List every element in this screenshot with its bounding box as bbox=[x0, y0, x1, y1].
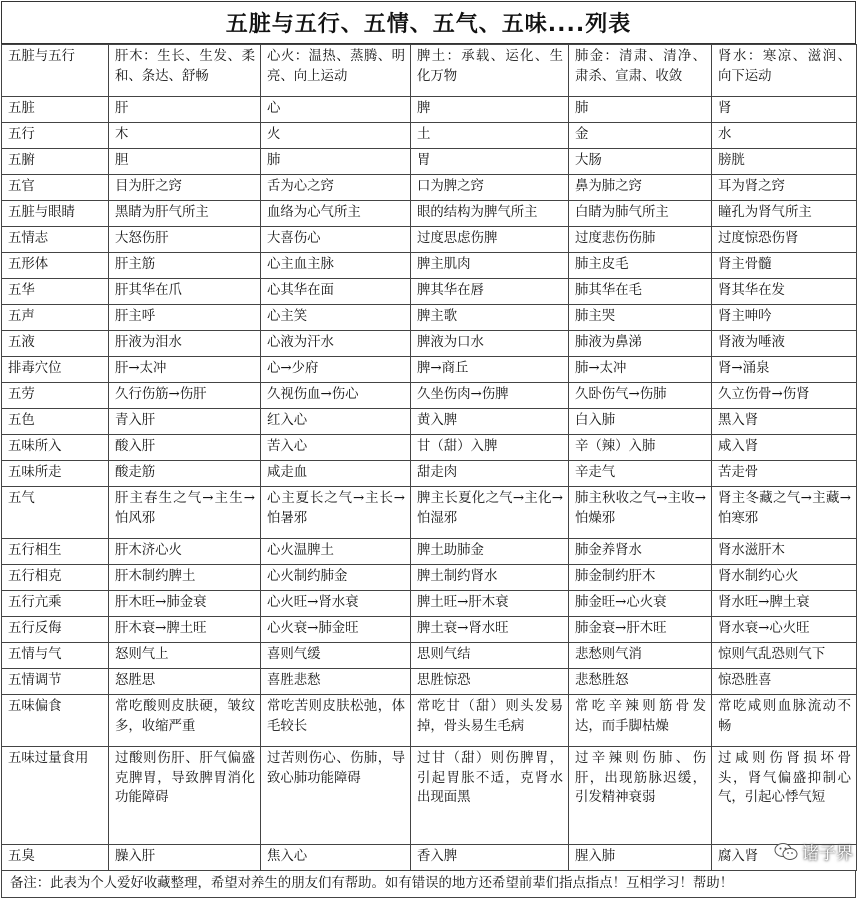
table-cell: 脾土助肺金 bbox=[411, 539, 569, 565]
table-row bbox=[2, 383, 857, 409]
table-cell: 目为肝之窍 bbox=[109, 175, 261, 201]
table-cell: 久坐伤肉→伤脾 bbox=[411, 383, 569, 409]
table-row bbox=[2, 435, 857, 461]
table-cell: 肾水滋肝木 bbox=[712, 539, 857, 565]
table-cell: 脾土旺→肝木衰 bbox=[411, 591, 569, 617]
row-header-cell: 五味所走 bbox=[2, 461, 109, 487]
wechat-icon bbox=[774, 842, 798, 862]
table-cell: 瞳孔为肾气所主 bbox=[712, 201, 857, 227]
table-row bbox=[2, 227, 857, 253]
table-cell: 腥入肺 bbox=[569, 845, 712, 871]
row-header-cell: 五味偏食 bbox=[2, 695, 109, 747]
row-header-cell: 五形体 bbox=[2, 253, 109, 279]
watermark bbox=[774, 839, 853, 864]
table-cell: 心液为汗水 bbox=[261, 331, 411, 357]
row-header-cell: 五华 bbox=[2, 279, 109, 305]
row-header-cell: 五腑 bbox=[2, 149, 109, 175]
table-cell: 舌为心之窍 bbox=[261, 175, 411, 201]
table-cell: 辛走气 bbox=[569, 461, 712, 487]
table-title: 五脏与五行、五情、五气、五味....列表 bbox=[1, 1, 856, 44]
table-cell: 脾→商丘 bbox=[411, 357, 569, 383]
row-header-cell: 五情调节 bbox=[2, 669, 109, 695]
table-cell: 肺金养肾水 bbox=[569, 539, 712, 565]
table-row bbox=[2, 305, 857, 331]
table-cell: 胆 bbox=[109, 149, 261, 175]
table-cell: 肾→涌泉 bbox=[712, 357, 857, 383]
table-cell: 眼的结构为脾气所主 bbox=[411, 201, 569, 227]
table-cell: 黄入脾 bbox=[411, 409, 569, 435]
table-cell: 心火制约肺金 bbox=[261, 565, 411, 591]
table-cell: 大肠 bbox=[569, 149, 712, 175]
table-cell: 耳为肾之窍 bbox=[712, 175, 857, 201]
table-row bbox=[2, 747, 857, 845]
row-header-cell: 五味所入 bbox=[2, 435, 109, 461]
table-cell: 红入心 bbox=[261, 409, 411, 435]
table-cell: 血络为心气所主 bbox=[261, 201, 411, 227]
table-cell: 白入肺 bbox=[569, 409, 712, 435]
table-cell: 心火：温热、蒸腾、明亮、向上运动 bbox=[261, 45, 411, 97]
row-header-cell: 五色 bbox=[2, 409, 109, 435]
table-cell: 悲愁胜怒 bbox=[569, 669, 712, 695]
table-row bbox=[2, 617, 857, 643]
row-header-cell: 五行亢乘 bbox=[2, 591, 109, 617]
table-cell: 肺 bbox=[261, 149, 411, 175]
table-row bbox=[2, 279, 857, 305]
table-cell: 常吃辛辣则筋骨发达，而手脚枯燥 bbox=[569, 695, 712, 747]
table-row bbox=[2, 695, 857, 747]
table-cell: 过度思虑伤脾 bbox=[411, 227, 569, 253]
table-cell: 肺其华在毛 bbox=[569, 279, 712, 305]
table-cell: 惊则气乱恐则气下 bbox=[712, 643, 857, 669]
table-cell: 心火衰→肺金旺 bbox=[261, 617, 411, 643]
table-cell: 脾主肌肉 bbox=[411, 253, 569, 279]
table-row bbox=[2, 201, 857, 227]
table-cell: 酸走筋 bbox=[109, 461, 261, 487]
table-cell: 心主血主脉 bbox=[261, 253, 411, 279]
table-cell: 咸入肾 bbox=[712, 435, 857, 461]
table-cell: 思则气结 bbox=[411, 643, 569, 669]
table-cell: 久卧伤气→伤肺 bbox=[569, 383, 712, 409]
table-cell: 大喜伤心 bbox=[261, 227, 411, 253]
table-cell: 苦入心 bbox=[261, 435, 411, 461]
table-row bbox=[2, 669, 857, 695]
row-header-cell: 五气 bbox=[2, 487, 109, 539]
table-cell: 焦入心 bbox=[261, 845, 411, 871]
table-cell: 肝木旺→肺金衰 bbox=[109, 591, 261, 617]
table-row bbox=[2, 97, 857, 123]
table-cell: 过甘（甜）则伤脾胃，引起胃胀不适，克肾水出现面黑 bbox=[411, 747, 569, 845]
table-cell: 常吃甘（甜）则头发易掉，骨头易生毛病 bbox=[411, 695, 569, 747]
table-row bbox=[2, 487, 857, 539]
table-cell: 肝其华在爪 bbox=[109, 279, 261, 305]
table-cell: 肝→太冲 bbox=[109, 357, 261, 383]
table-cell: 肾主呻吟 bbox=[712, 305, 857, 331]
row-header-cell: 五声 bbox=[2, 305, 109, 331]
table-row bbox=[2, 45, 857, 97]
table-cell: 脾主歌 bbox=[411, 305, 569, 331]
table-row bbox=[2, 591, 857, 617]
table-cell: 水 bbox=[712, 123, 857, 149]
footer-note: 备注：此表为个人爱好收藏整理，希望对养生的朋友们有帮助。如有错误的地方还希望前辈们指点指点！互相学习！帮助！ bbox=[1, 871, 856, 898]
table-cell: 心其华在面 bbox=[261, 279, 411, 305]
table-row bbox=[2, 409, 857, 435]
row-header-cell: 五脏 bbox=[2, 97, 109, 123]
table-cell: 肺金制约肝木 bbox=[569, 565, 712, 591]
document-sheet bbox=[1, 1, 856, 898]
table-cell: 脾土衰→肾水旺 bbox=[411, 617, 569, 643]
table-cell: 大怒伤肝 bbox=[109, 227, 261, 253]
table-cell: 胃 bbox=[411, 149, 569, 175]
table-cell: 脾其华在唇 bbox=[411, 279, 569, 305]
table-cell: 黑入肾 bbox=[712, 409, 857, 435]
table-cell: 肾水旺→脾土衰 bbox=[712, 591, 857, 617]
row-header-cell: 五脏与眼睛 bbox=[2, 201, 109, 227]
table-cell: 甜走肉 bbox=[411, 461, 569, 487]
table-cell: 火 bbox=[261, 123, 411, 149]
table-cell: 肺主哭 bbox=[569, 305, 712, 331]
table-cell: 心 bbox=[261, 97, 411, 123]
table-cell: 臊入肝 bbox=[109, 845, 261, 871]
table-cell: 腐入肾 bbox=[712, 845, 857, 871]
table-cell: 肾 bbox=[712, 97, 857, 123]
table-cell: 肾水：寒凉、滋润、向下运动 bbox=[712, 45, 857, 97]
row-header-cell: 五情与气 bbox=[2, 643, 109, 669]
table-cell: 肺主秋收之气→主收→怕燥邪 bbox=[569, 487, 712, 539]
table-cell: 过苦则伤心、伤肺，导致心肺功能障碍 bbox=[261, 747, 411, 845]
table-cell: 肝木：生长、生发、柔和、条达、舒畅 bbox=[109, 45, 261, 97]
table-cell: 肺 bbox=[569, 97, 712, 123]
table-cell: 肝木制约脾土 bbox=[109, 565, 261, 591]
five-organs-table bbox=[1, 44, 857, 871]
table-cell: 肺液为鼻涕 bbox=[569, 331, 712, 357]
table-row bbox=[2, 845, 857, 871]
table-cell: 肺金：清肃、清净、肃杀、宣肃、收敛 bbox=[569, 45, 712, 97]
table-cell: 肾主冬藏之气→主藏→怕寒邪 bbox=[712, 487, 857, 539]
table-cell: 金 bbox=[569, 123, 712, 149]
table-cell: 常吃酸则皮肤硬，皱纹多，收缩严重 bbox=[109, 695, 261, 747]
table-cell: 思胜惊恐 bbox=[411, 669, 569, 695]
table-row bbox=[2, 539, 857, 565]
row-header-cell: 五臭 bbox=[2, 845, 109, 871]
table-cell: 脾土制约肾水 bbox=[411, 565, 569, 591]
table-cell: 脾 bbox=[411, 97, 569, 123]
table-cell: 肝主呼 bbox=[109, 305, 261, 331]
table-cell: 甘（甜）入脾 bbox=[411, 435, 569, 461]
table-cell: 口为脾之窍 bbox=[411, 175, 569, 201]
table-cell: 土 bbox=[411, 123, 569, 149]
table-cell: 脾主长夏化之气→主化→怕湿邪 bbox=[411, 487, 569, 539]
table-cell: 怒胜思 bbox=[109, 669, 261, 695]
table-cell: 心→少府 bbox=[261, 357, 411, 383]
table-cell: 脾土：承载、运化、生化万物 bbox=[411, 45, 569, 97]
table-row bbox=[2, 565, 857, 591]
table-cell: 肝主筋 bbox=[109, 253, 261, 279]
table-cell: 久视伤血→伤心 bbox=[261, 383, 411, 409]
table-cell: 膀胱 bbox=[712, 149, 857, 175]
table-cell: 肝 bbox=[109, 97, 261, 123]
table-cell: 心火温脾土 bbox=[261, 539, 411, 565]
table-row bbox=[2, 357, 857, 383]
table-cell: 鼻为肺之窍 bbox=[569, 175, 712, 201]
table-body bbox=[2, 45, 857, 871]
table-row bbox=[2, 123, 857, 149]
table-cell: 肝木衰→脾土旺 bbox=[109, 617, 261, 643]
row-header-cell: 五劳 bbox=[2, 383, 109, 409]
table-cell: 过辛辣则伤肺、伤肝，出现筋脉迟缓，引发精神衰弱 bbox=[569, 747, 712, 845]
table-cell: 辛（辣）入肺 bbox=[569, 435, 712, 461]
table-row bbox=[2, 643, 857, 669]
table-cell: 酸入肝 bbox=[109, 435, 261, 461]
row-header-cell: 五官 bbox=[2, 175, 109, 201]
table-cell: 心主笑 bbox=[261, 305, 411, 331]
table-cell: 心主夏长之气→主长→怕暑邪 bbox=[261, 487, 411, 539]
table-cell: 肝液为泪水 bbox=[109, 331, 261, 357]
table-cell: 悲愁则气消 bbox=[569, 643, 712, 669]
table-cell: 久行伤筋→伤肝 bbox=[109, 383, 261, 409]
table-cell: 黑睛为肝气所主 bbox=[109, 201, 261, 227]
row-header-cell: 五行相生 bbox=[2, 539, 109, 565]
table-cell: 过咸则伤肾损坏骨头，肾气偏盛抑制心气，引起心悸气短 bbox=[712, 747, 857, 845]
table-cell: 过酸则伤肝、肝气偏盛克脾胃，导致脾胃消化功能障碍 bbox=[109, 747, 261, 845]
row-header-cell: 五情志 bbox=[2, 227, 109, 253]
table-row bbox=[2, 149, 857, 175]
table-cell: 肾水制约心火 bbox=[712, 565, 857, 591]
table-cell: 青入肝 bbox=[109, 409, 261, 435]
table-cell: 常吃苦则皮肤松弛，体毛较长 bbox=[261, 695, 411, 747]
table-cell: 脾液为口水 bbox=[411, 331, 569, 357]
table-cell: 肝木济心火 bbox=[109, 539, 261, 565]
table-cell: 肾水衰→心火旺 bbox=[712, 617, 857, 643]
table-row bbox=[2, 253, 857, 279]
row-header-cell: 排毒穴位 bbox=[2, 357, 109, 383]
table-cell: 肺金旺→心火衰 bbox=[569, 591, 712, 617]
table-row bbox=[2, 331, 857, 357]
table-cell: 过度悲伤伤肺 bbox=[569, 227, 712, 253]
table-cell: 心火旺→肾水衰 bbox=[261, 591, 411, 617]
table-cell: 怒则气上 bbox=[109, 643, 261, 669]
table-cell: 白睛为肺气所主 bbox=[569, 201, 712, 227]
table-cell: 久立伤骨→伤肾 bbox=[712, 383, 857, 409]
table-cell: 肺→太冲 bbox=[569, 357, 712, 383]
row-header-cell: 五脏与五行 bbox=[2, 45, 109, 97]
table-cell: 肾液为唾液 bbox=[712, 331, 857, 357]
watermark-text: 诸子界 bbox=[802, 844, 853, 864]
table-row bbox=[2, 175, 857, 201]
row-header-cell: 五行反侮 bbox=[2, 617, 109, 643]
table-cell: 肺主皮毛 bbox=[569, 253, 712, 279]
table-cell: 木 bbox=[109, 123, 261, 149]
table-row bbox=[2, 461, 857, 487]
table-cell: 喜则气缓 bbox=[261, 643, 411, 669]
table-cell: 过度惊恐伤肾 bbox=[712, 227, 857, 253]
row-header-cell: 五行 bbox=[2, 123, 109, 149]
table-cell: 香入脾 bbox=[411, 845, 569, 871]
row-header-cell: 五味过量食用 bbox=[2, 747, 109, 845]
table-cell: 咸走血 bbox=[261, 461, 411, 487]
table-cell: 苦走骨 bbox=[712, 461, 857, 487]
table-cell: 常吃咸则血脉流动不畅 bbox=[712, 695, 857, 747]
table-cell: 惊恐胜喜 bbox=[712, 669, 857, 695]
table-cell: 肾主骨髓 bbox=[712, 253, 857, 279]
row-header-cell: 五液 bbox=[2, 331, 109, 357]
table-cell: 肺金衰→肝木旺 bbox=[569, 617, 712, 643]
table-cell: 喜胜悲愁 bbox=[261, 669, 411, 695]
table-cell: 肾其华在发 bbox=[712, 279, 857, 305]
table-cell: 肝主春生之气→主生→怕风邪 bbox=[109, 487, 261, 539]
row-header-cell: 五行相克 bbox=[2, 565, 109, 591]
